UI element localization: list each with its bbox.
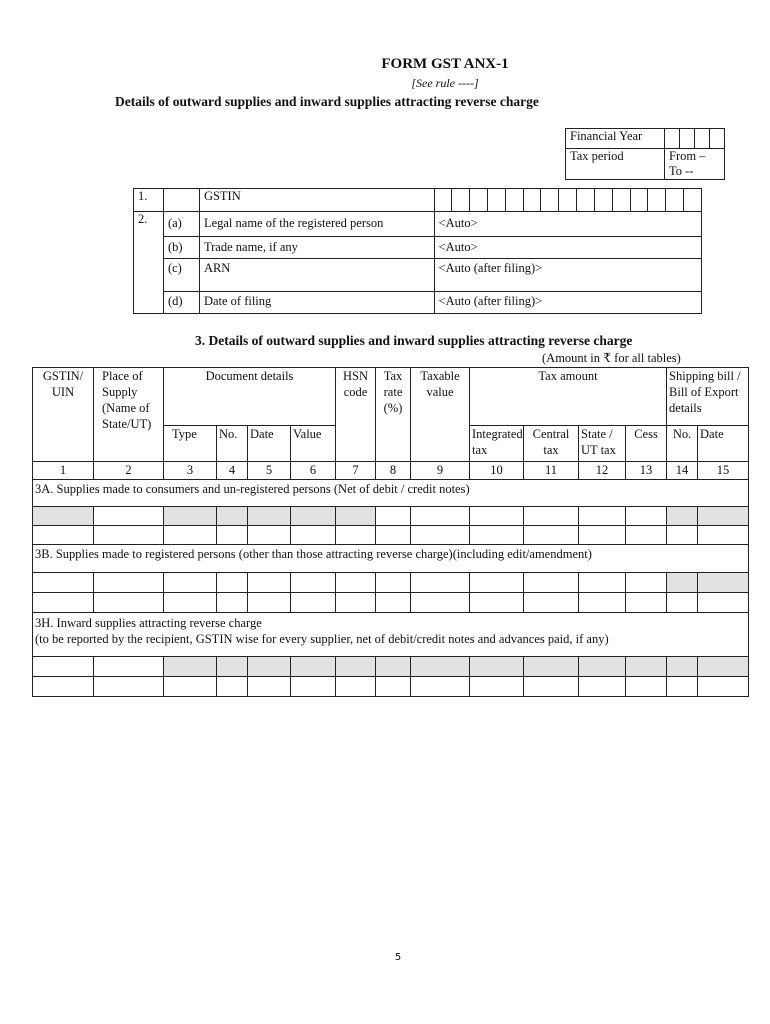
sub-label: (d) bbox=[163, 292, 199, 314]
header-state-tax: State / UT tax bbox=[579, 426, 626, 462]
header-tax-amount: Tax amount bbox=[470, 368, 667, 426]
legal-name-value[interactable]: <Auto> bbox=[434, 212, 701, 237]
filing-date-value[interactable]: <Auto (after filing)> bbox=[434, 292, 701, 314]
sub-label: (b) bbox=[163, 237, 199, 259]
financial-year-label: Financial Year bbox=[566, 129, 665, 149]
section-3-title: 3. Details of outward supplies and inward supplies attracting reverse charge bbox=[195, 333, 633, 348]
section-3a-title: 3A. Supplies made to consumers and un-registered persons (Net of debit / credit notes) bbox=[33, 480, 749, 507]
legal-name-label: Legal name of the registered person bbox=[199, 212, 434, 237]
table-row bbox=[33, 573, 749, 593]
basic-details-table bbox=[133, 188, 702, 314]
row-number: 1. bbox=[134, 189, 164, 212]
column-number: 8 bbox=[376, 462, 411, 480]
outward-supplies-table bbox=[32, 367, 749, 697]
header-document-details: Document details bbox=[164, 368, 336, 426]
column-number: 3 bbox=[164, 462, 217, 480]
section-3b-title: 3B. Supplies made to registered persons (other than those attracting reverse charge)(including edit/amendment) bbox=[33, 545, 749, 573]
column-number: 7 bbox=[336, 462, 376, 480]
gstin-input[interactable] bbox=[434, 189, 701, 212]
header-shipping-date: Date bbox=[698, 426, 749, 462]
header-doc-type: Type bbox=[164, 426, 217, 462]
section-3h-note: (to be reported by the recipient, GSTIN wise for every supplier, net of debit/credit notes and advances paid, if any) bbox=[35, 632, 609, 646]
sub-label: (c) bbox=[163, 259, 199, 292]
header-cess: Cess bbox=[626, 426, 667, 462]
column-number: 14 bbox=[667, 462, 698, 480]
tax-period-value[interactable]: From – To -- bbox=[665, 149, 725, 180]
header-place-of-supply: Place of Supply (Name of State/UT) bbox=[94, 368, 164, 462]
column-number: 4 bbox=[217, 462, 248, 480]
form-heading: Details of outward supplies and inward supplies attracting reverse charge bbox=[115, 94, 539, 109]
table-row bbox=[33, 593, 749, 613]
tax-period-label: Tax period bbox=[566, 149, 665, 180]
page-number: 5 bbox=[394, 952, 402, 963]
column-number: 2 bbox=[94, 462, 164, 480]
column-number: 12 bbox=[579, 462, 626, 480]
trade-name-label: Trade name, if any bbox=[199, 237, 434, 259]
header-hsn: HSN code bbox=[336, 368, 376, 462]
form-title: FORM GST ANX-1 bbox=[381, 56, 509, 72]
header-shipping-no: No. bbox=[667, 426, 698, 462]
header-integrated-tax: Integrated tax bbox=[470, 426, 524, 462]
section-3h-title: 3H. Inward supplies attracting reverse charge bbox=[35, 616, 262, 630]
financial-year-cell[interactable] bbox=[665, 129, 680, 149]
filing-date-label: Date of filing bbox=[199, 292, 434, 314]
amount-note: (Amount in ₹ for all tables) bbox=[542, 351, 681, 365]
financial-year-cell[interactable] bbox=[695, 129, 710, 149]
header-shipping-bill: Shipping bill / Bill of Export details bbox=[667, 368, 749, 426]
form-rule: [See rule ----] bbox=[411, 76, 479, 90]
column-number: 9 bbox=[411, 462, 470, 480]
column-number: 15 bbox=[698, 462, 749, 480]
column-number: 5 bbox=[248, 462, 291, 480]
column-number: 13 bbox=[626, 462, 667, 480]
financial-year-cell[interactable] bbox=[710, 129, 725, 149]
financial-year-cell[interactable] bbox=[680, 129, 695, 149]
table-row bbox=[33, 677, 749, 697]
row-number: 2. bbox=[134, 212, 164, 314]
header-doc-no: No. bbox=[217, 426, 248, 462]
column-number-row bbox=[33, 462, 749, 480]
column-number: 11 bbox=[524, 462, 579, 480]
column-number: 6 bbox=[291, 462, 336, 480]
table-row bbox=[33, 507, 749, 526]
table-row bbox=[33, 657, 749, 677]
header-central-tax: Central tax bbox=[524, 426, 579, 462]
header-doc-date: Date bbox=[248, 426, 291, 462]
column-number: 10 bbox=[470, 462, 524, 480]
arn-value[interactable]: <Auto (after filing)> bbox=[434, 259, 701, 292]
trade-name-value[interactable]: <Auto> bbox=[434, 237, 701, 259]
header-taxable-value: Taxable value bbox=[411, 368, 470, 462]
period-table bbox=[565, 128, 725, 180]
sub-label: (a) bbox=[163, 212, 199, 237]
table-row bbox=[33, 526, 749, 545]
gstin-label: GSTIN bbox=[199, 189, 434, 212]
column-number: 1 bbox=[33, 462, 94, 480]
arn-label: ARN bbox=[199, 259, 434, 292]
header-tax-rate: Tax rate (%) bbox=[376, 368, 411, 462]
header-gstin: GSTIN/ UIN bbox=[33, 368, 94, 462]
header-doc-value: Value bbox=[291, 426, 336, 462]
